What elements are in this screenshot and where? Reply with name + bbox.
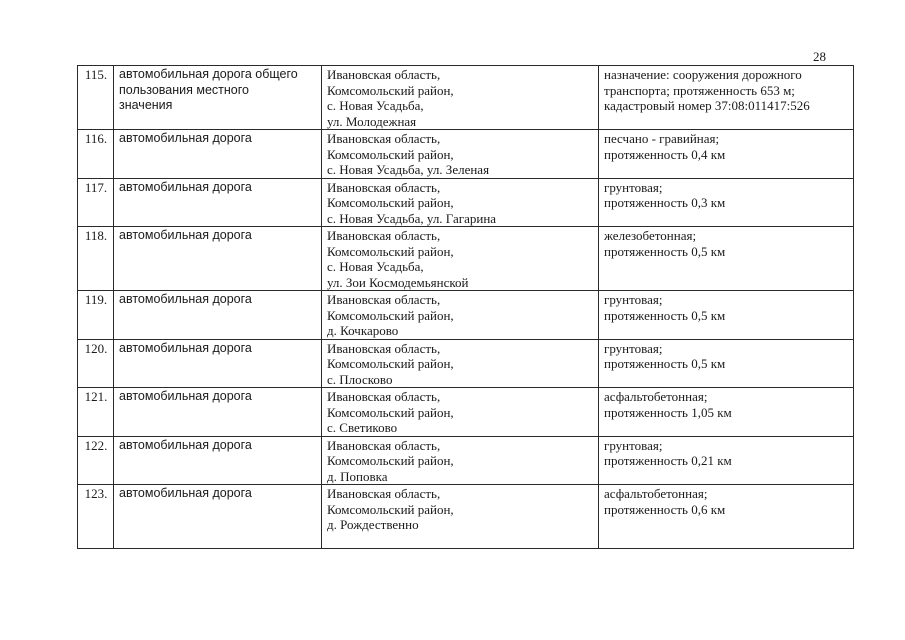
location-line: Ивановская область, bbox=[327, 179, 441, 195]
description-line: асфальтобетонная; bbox=[604, 389, 708, 404]
location-line: Комсомольский район, bbox=[327, 501, 454, 517]
object-location bbox=[322, 178, 599, 227]
name-line: автомобильная дорога bbox=[119, 437, 252, 452]
table-row bbox=[78, 130, 854, 179]
location-line: Ивановская область, bbox=[327, 292, 441, 307]
location-line: Комсомольский район, bbox=[327, 404, 454, 420]
location-line: Ивановская область, bbox=[327, 389, 441, 404]
name-line: автомобильная дорога bbox=[119, 131, 252, 145]
location-line: д. Поповка bbox=[327, 468, 388, 484]
table-row bbox=[78, 436, 854, 485]
table-row bbox=[78, 66, 854, 130]
object-location bbox=[322, 485, 599, 549]
object-location bbox=[322, 66, 599, 130]
table-row bbox=[78, 178, 854, 227]
row-number: 118. bbox=[78, 227, 114, 291]
object-description bbox=[599, 66, 854, 130]
row-number: 123. bbox=[78, 485, 114, 549]
description-line: асфальтобетонная; bbox=[604, 486, 708, 501]
object-description bbox=[599, 291, 854, 340]
name-line: пользования местного bbox=[119, 82, 249, 97]
description-line: протяженность 0,21 км bbox=[604, 453, 732, 468]
object-description bbox=[599, 339, 854, 388]
location-line: Комсомольский район, bbox=[327, 307, 454, 323]
location-line: ул. Зои Космодемьянской bbox=[327, 274, 469, 290]
name-line: автомобильная дорога bbox=[119, 292, 252, 306]
object-name bbox=[114, 291, 322, 340]
object-location bbox=[322, 339, 599, 388]
object-description bbox=[599, 130, 854, 179]
name-line: автомобильная дорога общего bbox=[119, 67, 298, 81]
table-row bbox=[78, 291, 854, 340]
name-line: автомобильная дорога bbox=[119, 389, 252, 403]
location-line: Комсомольский район, bbox=[327, 195, 454, 210]
object-name bbox=[114, 66, 322, 130]
location-line: Ивановская область, bbox=[327, 67, 441, 82]
location-line: Комсомольский район, bbox=[327, 243, 454, 259]
description-line: грунтовая; bbox=[604, 437, 663, 453]
object-name bbox=[114, 227, 322, 291]
location-line: с. Светиково bbox=[327, 420, 398, 435]
location-line: Ивановская область, bbox=[327, 437, 441, 453]
name-line: автомобильная дорога bbox=[119, 179, 252, 194]
object-location bbox=[322, 436, 599, 485]
table-row bbox=[78, 339, 854, 388]
location-line: с. Новая Усадьба, ул. Гагарина bbox=[327, 210, 497, 226]
location-line: с. Новая Усадьба, bbox=[327, 259, 424, 274]
description-line: протяженность 1,05 км bbox=[604, 404, 732, 420]
description-line: протяженность 0,3 км bbox=[604, 195, 726, 210]
object-name bbox=[114, 485, 322, 549]
location-line: с. Плосково bbox=[327, 371, 393, 387]
location-line: д. Рождественно bbox=[327, 517, 419, 532]
object-location bbox=[322, 291, 599, 340]
object-description bbox=[599, 227, 854, 291]
table-row bbox=[78, 227, 854, 291]
object-description bbox=[599, 388, 854, 437]
object-location bbox=[322, 227, 599, 291]
location-line: Комсомольский район, bbox=[327, 453, 454, 468]
object-name bbox=[114, 178, 322, 227]
table-row bbox=[78, 388, 854, 437]
location-line: д. Кочкарово bbox=[327, 323, 399, 338]
location-line: Ивановская область, bbox=[327, 228, 441, 243]
page-number: 28 bbox=[813, 49, 826, 64]
location-line: Комсомольский район, bbox=[327, 146, 454, 162]
name-line: автомобильная дорога bbox=[119, 340, 252, 355]
location-line: ул. Молодежная bbox=[327, 113, 417, 129]
description-line: протяженность 0,5 км bbox=[604, 307, 726, 323]
row-number: 115. bbox=[78, 66, 114, 130]
description-line: грунтовая; bbox=[604, 179, 663, 195]
table-row bbox=[78, 485, 854, 549]
description-line: протяженность 0,6 км bbox=[604, 501, 726, 517]
object-location bbox=[322, 388, 599, 437]
object-name bbox=[114, 339, 322, 388]
name-line: автомобильная дорога bbox=[119, 486, 252, 500]
name-line: значения bbox=[119, 98, 173, 112]
location-line: с. Новая Усадьба, bbox=[327, 98, 424, 113]
roads-registry-table bbox=[77, 65, 854, 549]
object-description bbox=[599, 178, 854, 227]
description-line: песчано - гравийная; bbox=[604, 131, 720, 146]
location-line: Ивановская область, bbox=[327, 486, 441, 501]
row-number: 120. bbox=[78, 339, 114, 388]
description-line: железобетонная; bbox=[604, 228, 697, 243]
location-line: с. Новая Усадьба, ул. Зеленая bbox=[327, 162, 490, 177]
description-line: протяженность 0,5 км bbox=[604, 243, 726, 259]
row-number: 119. bbox=[78, 291, 114, 340]
location-line: Ивановская область, bbox=[327, 340, 441, 356]
description-line: протяженность 0,5 км bbox=[604, 356, 726, 371]
row-number: 122. bbox=[78, 436, 114, 485]
description-line: грунтовая; bbox=[604, 340, 663, 356]
object-location bbox=[322, 130, 599, 179]
description-line: протяженность 0,4 км bbox=[604, 146, 726, 162]
object-name bbox=[114, 436, 322, 485]
object-description bbox=[599, 485, 854, 549]
object-name bbox=[114, 130, 322, 179]
description-line: кадастровый номер 37:08:011417:526 bbox=[604, 98, 810, 113]
location-line: Ивановская область, bbox=[327, 131, 441, 146]
location-line: Комсомольский район, bbox=[327, 82, 454, 98]
row-number: 116. bbox=[78, 130, 114, 179]
description-line: назначение: сооружения дорожного bbox=[604, 67, 802, 82]
location-line: Комсомольский район, bbox=[327, 356, 454, 371]
object-name bbox=[114, 388, 322, 437]
object-description bbox=[599, 436, 854, 485]
row-number: 121. bbox=[78, 388, 114, 437]
row-number: 117. bbox=[78, 178, 114, 227]
name-line: автомобильная дорога bbox=[119, 228, 252, 242]
description-line: транспорта; протяженность 653 м; bbox=[604, 82, 795, 98]
description-line: грунтовая; bbox=[604, 292, 663, 307]
